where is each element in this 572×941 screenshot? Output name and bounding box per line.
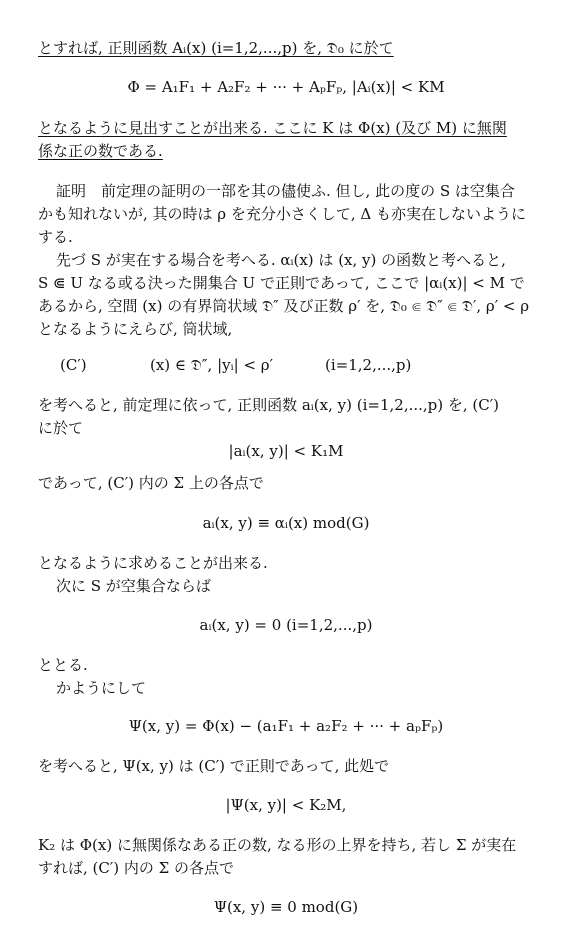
formula-bound-a: |aᵢ(x, y)| < K₁M: [228, 442, 344, 460]
text-line-16: 次に S が空集合ならば: [56, 577, 211, 595]
formula-label-c-prime: (C′): [60, 356, 87, 374]
text-line-10: あるから, 空間 (x) の有界筒状域 𝔇″ 及び正数 ρ′ を, 𝔇₀ ⋐ 𝔇″ ⋐ 𝔇′, ρ′ < ρ: [38, 297, 530, 315]
text-line-17: ととる.: [38, 656, 88, 674]
formula-congruence-a: aᵢ(x, y) ≡ αᵢ(x) mod(G): [202, 514, 370, 532]
text-line-3: となるように見出すことが出来る. ここに K は Φ(x) (及び M) に無関: [38, 119, 507, 137]
formula-a-zero: aᵢ(x, y) = 0 (i=1,2,...,p): [199, 616, 373, 634]
formula-domain: (x) ∈ 𝔇″, |yᵢ| < ρ′: [150, 356, 274, 374]
text-line-18: かようにして: [56, 679, 147, 697]
text-line-13: に於て: [38, 419, 84, 437]
text-line-9: S ⋐ U なる或る決った開集合 U で正則であって, ここで |αᵢ(x)| < M で: [38, 274, 525, 292]
text-line-7: する.: [38, 228, 73, 246]
text-line-15: となるように求めることが出来る.: [38, 554, 268, 572]
text-line-21: すれば, (C′) 内の Σ の各点で: [38, 859, 235, 877]
formula-phi: Φ = A₁F₁ + A₂F₂ + ··· + AₚFₚ, |Aᵢ(x)| < KM: [127, 78, 445, 96]
text-line-14: であって, (C′) 内の Σ 上の各点で: [38, 474, 264, 492]
text-line-19: を考へると, Ψ(x, y) は (C′) で正則であって, 此処で: [38, 757, 390, 775]
text-line-8: 先づ S が実在する場合を考へる. αᵢ(x) は (x, y) の函数と考へると,: [56, 251, 506, 269]
text-line-1: とすれば, 正則函数 Aᵢ(x) (i=1,2,...,p) を, 𝔇₀ に於て: [38, 39, 394, 57]
formula-psi: Ψ(x, y) = Φ(x) − (a₁F₁ + a₂F₂ + ··· + aₚFₚ): [128, 717, 444, 735]
text-line-12: を考へると, 前定理に依って, 正則函数 aᵢ(x, y) (i=1,2,...,p) を, (C′): [38, 396, 500, 414]
text-line-6: かも知れないが, 其の時は ρ を充分小さくして, Δ も亦実在しないように: [38, 205, 527, 223]
formula-congruence-psi: Ψ(x, y) ≡ 0 mod(G): [213, 898, 359, 916]
text-line-20: K₂ は Φ(x) に無関係なある正の数, なる形の上界を持ち, 若し Σ が実在: [38, 836, 517, 854]
formula-bound-psi: |Ψ(x, y)| < K₂M,: [225, 796, 347, 814]
text-line-5: 証明 前定理の証明の一部を其の儘使ふ. 但し, 此の度の S は空集合: [56, 182, 515, 200]
text-line-11: となるようにえらび, 筒状域,: [38, 320, 233, 338]
formula-index-range: (i=1,2,...,p): [325, 356, 412, 374]
text-line-4: 係な正の数である.: [38, 142, 163, 160]
